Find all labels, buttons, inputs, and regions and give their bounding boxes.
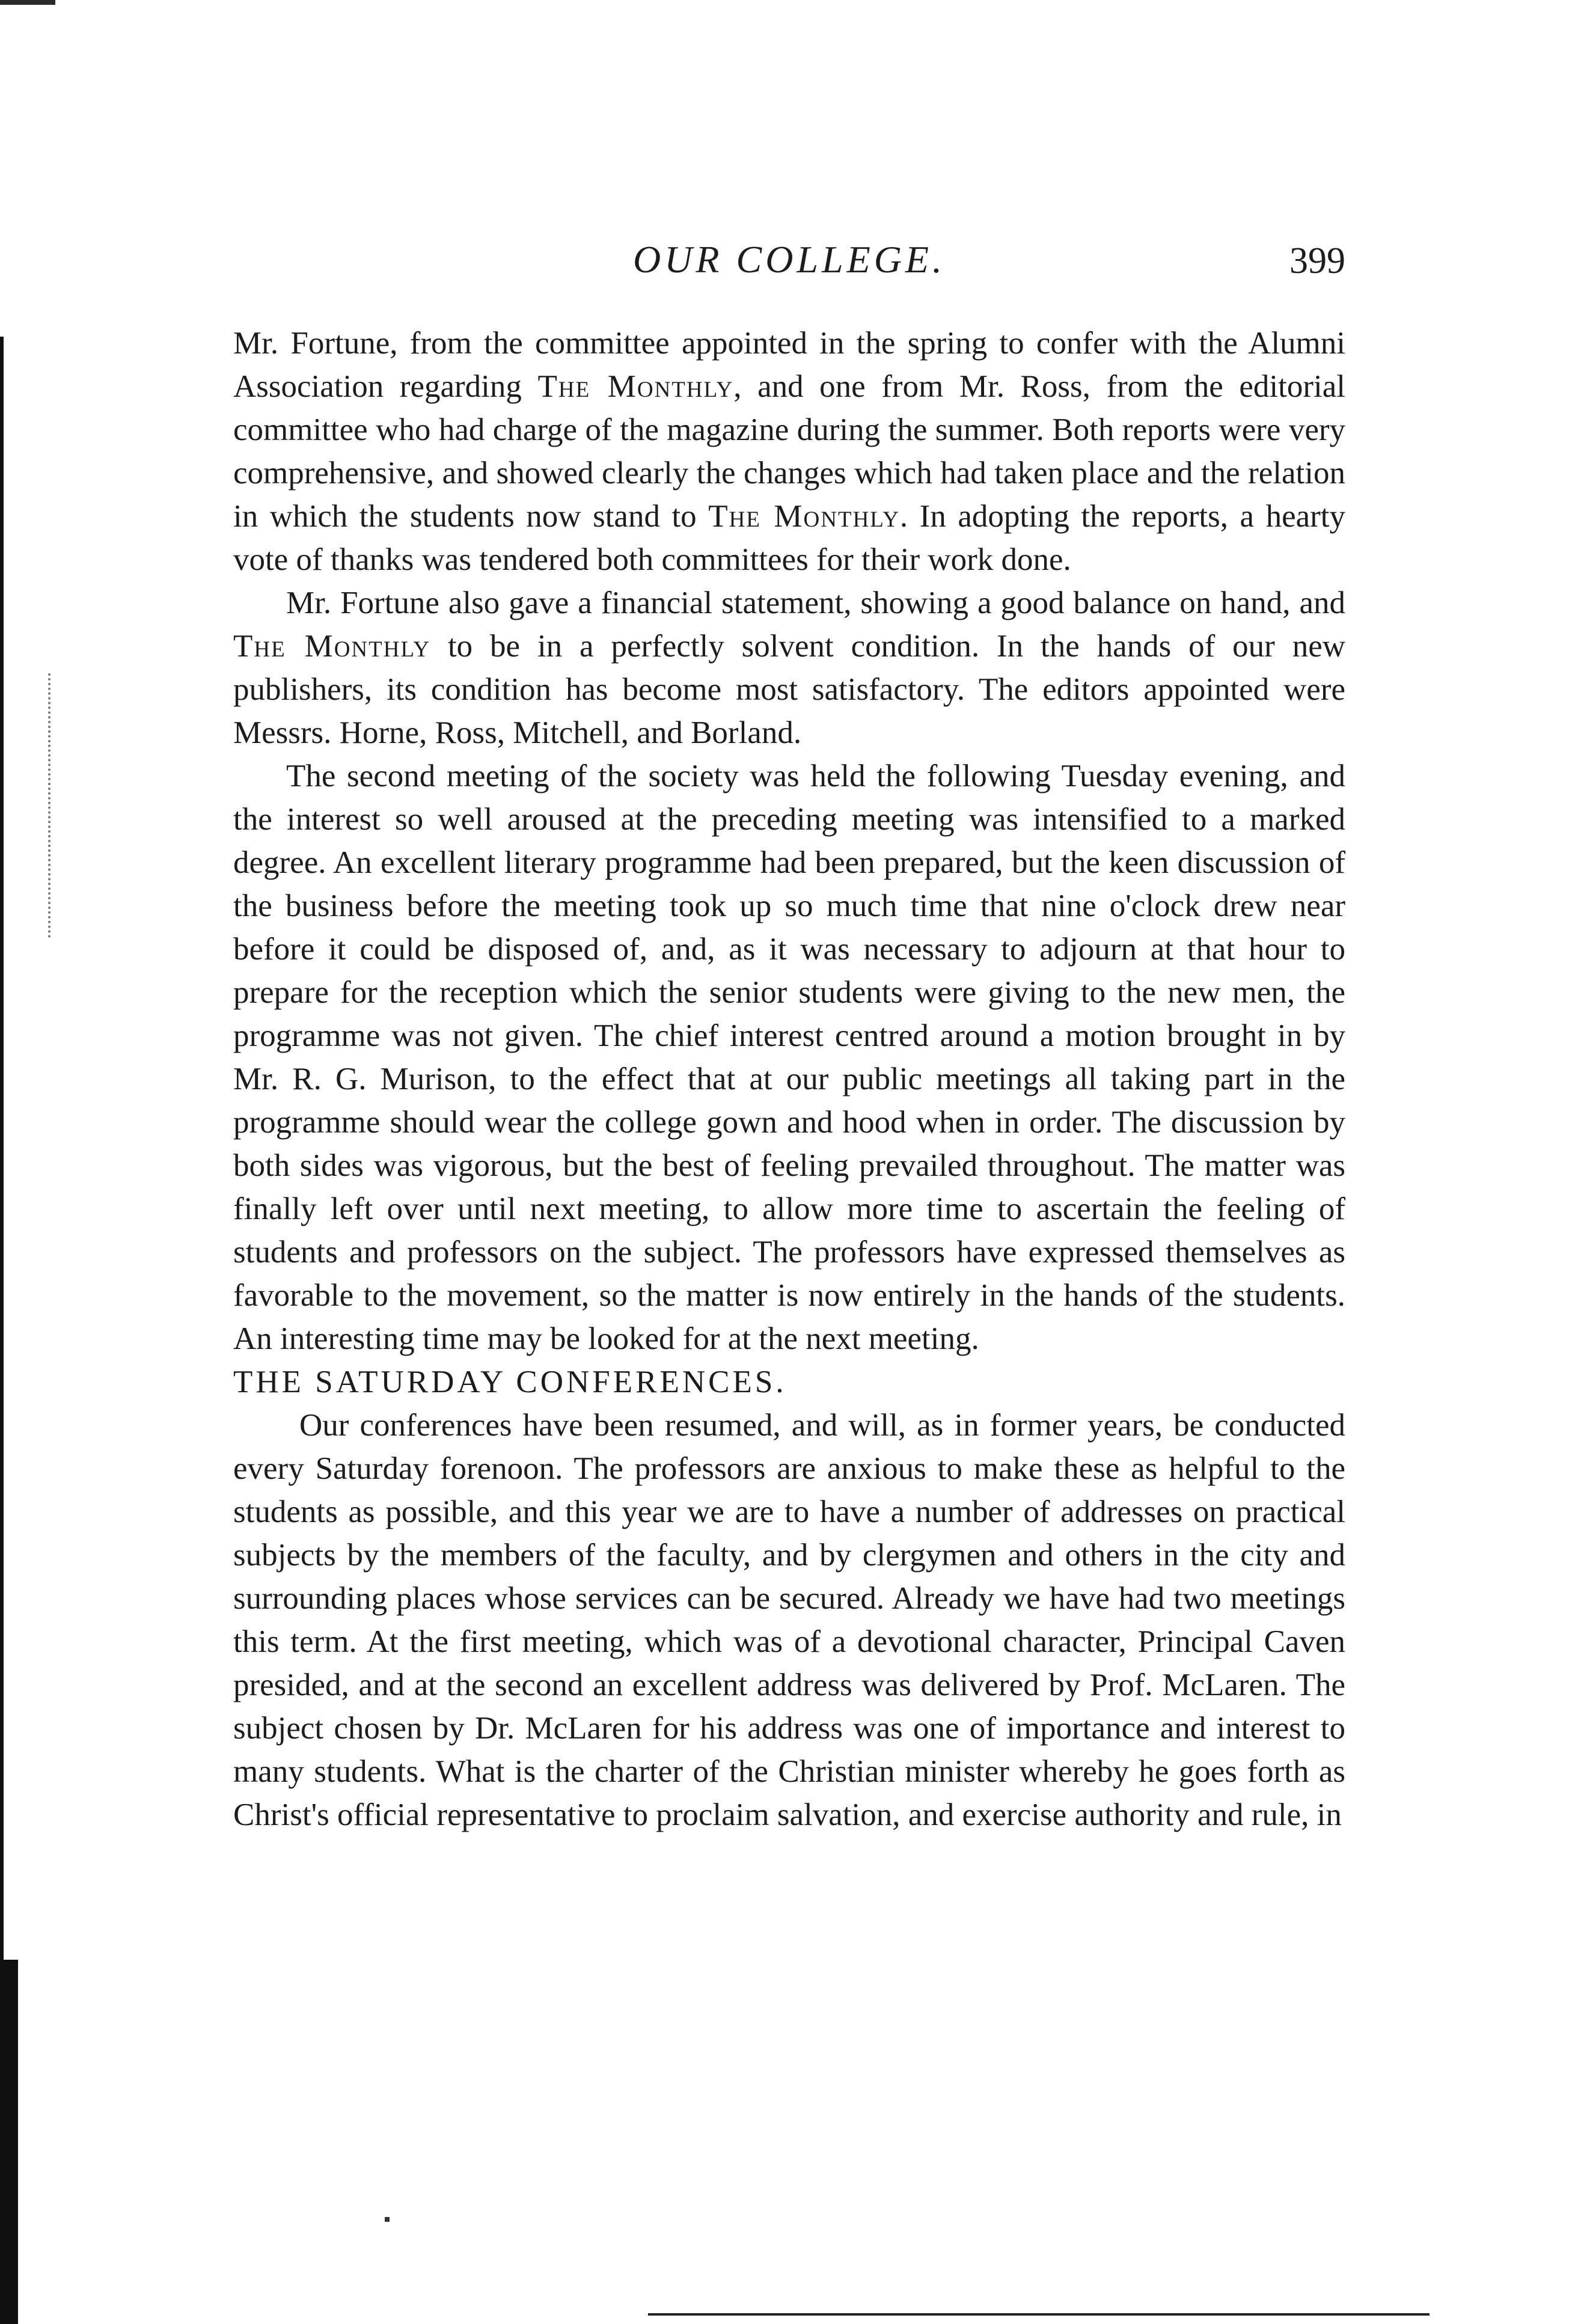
p1-text-c: . In adopting the reports, a hearty vote of thanks was tendered both committees for their work done. bbox=[233, 499, 1345, 577]
p1-text-b: , and one from Mr. Ross, from the editorial committee who had charge of the magazine during the summer. Both reports were very comprehensive, and showed clearly the changes which had taken place and the relation in which the students now stand to bbox=[233, 369, 1345, 534]
paragraph-second-meeting: The second meeting of the society was held the following Tuesday evening, and the interest so well aroused at the preceding meeting was intensified to a marked degree. An excellent literary programme had been prepared, but the keen discussion of the business before the meeting took up so much time that nine o'clock drew near before it could be disposed of, and, as it was necessary to adjourn at that hour to prepare for the reception which the senior students were giving to the new men, the programme was not given. The chief interest centred around a motion brought in by Mr. R. G. Murison, to the effect that at our public meetings all taking part in the programme should wear the college gown and hood when in order. The discussion by both sides was vigorous, but the best of feeling prevailed throughout. The matter was finally left over until next meeting, to allow more time to ascertain the feeling of students and professors on the subject. The professors have expressed themselves as favorable to the movement, so the matter is now entirely in the hands of the students. An interesting time may be looked for at the next meeting. bbox=[233, 759, 1345, 1356]
binding-dots bbox=[48, 673, 50, 938]
paragraph-committee-reports bbox=[233, 322, 1345, 581]
body-text bbox=[233, 322, 1345, 1836]
running-title: OUR COLLEGE. bbox=[632, 238, 946, 281]
p2-text-a: Mr. Fortune also gave a financial statement, showing a good balance on hand, and bbox=[286, 586, 1345, 620]
page-number: 399 bbox=[1289, 240, 1345, 281]
paragraph-conferences: Our conferences have been resumed, and will, as in former years, be conducted every Saturday forenoon. The professors are anxious to make these as helpful to the students as possible, and this year we are to have a number of addresses on practical subjects by the members of the faculty, and by clergymen and others in the city and surrounding places whose services can be secured. Already we have had two meetings this term. At the first meeting, which was of a devotional character, Principal Caven presided, and at the second an excellent address was delivered by Prof. McLaren. The subject chosen by Dr. McLaren for his address was one of importance and interest to many students. What is the charter of the Christian minister whereby he goes forth as Christ's official representative to proclaim salvation, and exercise authority and rule, in bbox=[233, 1408, 1345, 1832]
p1-monthly-2: The Monthly bbox=[708, 499, 900, 534]
p1-text-a: Mr. Fortune, from the committee appointed in the spring to confer with the Alumni Association regarding bbox=[233, 326, 1345, 404]
page-header bbox=[233, 237, 1345, 292]
scan-top-mark bbox=[0, 0, 55, 5]
section-heading: THE SATURDAY CONFERENCES. bbox=[233, 1365, 787, 1399]
paragraph-financial-statement bbox=[233, 581, 1345, 754]
bottom-dot bbox=[385, 2217, 390, 2222]
p1-monthly-1: The Monthly bbox=[537, 369, 734, 404]
p2-text-b: to be in a perfectly solvent condition. In the hands of our new publishers, its condition has become most satisfactory. The editors appointed were Messrs. Horne, Ross, Mitchell, and Borland. bbox=[233, 629, 1345, 750]
bottom-rule bbox=[648, 2313, 1430, 2316]
p2-monthly-1: The Monthly bbox=[233, 629, 431, 664]
binding-edge-lower bbox=[0, 1960, 18, 2324]
